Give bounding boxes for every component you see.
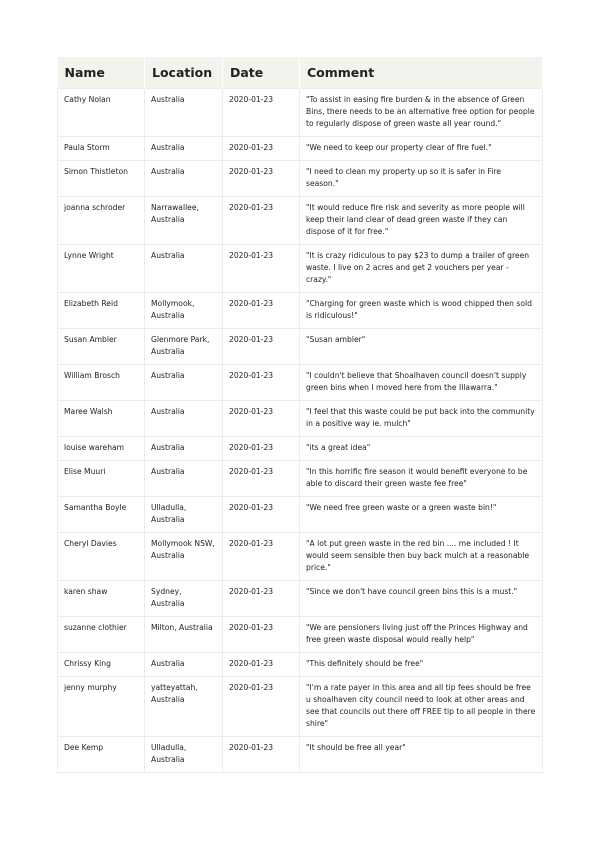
cell-name: William Brosch xyxy=(58,365,145,401)
cell-comment: "I couldn't believe that Shoalhaven council doesn't supply green bins when I moved here from the Illawarra." xyxy=(300,365,543,401)
cell-comment: "I'm a rate payer in this area and all tip fees should be free u shoalhaven city council need to look at other areas and see that councils out there off FREE tip to all people in there shire" xyxy=(300,677,543,737)
table-row xyxy=(58,497,543,533)
cell-name: Dee Kemp xyxy=(58,737,145,773)
table-header xyxy=(58,57,543,89)
cell-location: Milton, Australia xyxy=(145,617,223,653)
cell-name: Lynne Wright xyxy=(58,245,145,293)
cell-comment: "Susan ambler" xyxy=(300,329,543,365)
cell-comment: "It would reduce fire risk and severity as more people will keep their land clear of dead green waste if they can dispose of it for free." xyxy=(300,197,543,245)
table-row xyxy=(58,653,543,677)
cell-date: 2020-01-23 xyxy=(223,653,300,677)
cell-location: Australia xyxy=(145,365,223,401)
cell-date: 2020-01-23 xyxy=(223,245,300,293)
cell-comment: "I feel that this waste could be put back into the community in a positive way ie. mulch" xyxy=(300,401,543,437)
cell-name: Elizabeth Reid xyxy=(58,293,145,329)
table-row xyxy=(58,617,543,653)
cell-location: Mollymook NSW, Australia xyxy=(145,533,223,581)
cell-date: 2020-01-23 xyxy=(223,461,300,497)
table-row xyxy=(58,677,543,737)
cell-location: Mollymook, Australia xyxy=(145,293,223,329)
cell-date: 2020-01-23 xyxy=(223,137,300,161)
table-row xyxy=(58,365,543,401)
column-header-comment: Comment xyxy=(300,57,543,89)
cell-location: Sydney, Australia xyxy=(145,581,223,617)
table-row xyxy=(58,581,543,617)
cell-name: Cheryl Davies xyxy=(58,533,145,581)
cell-location: Ulladulla, Australia xyxy=(145,497,223,533)
cell-comment: "It should be free all year" xyxy=(300,737,543,773)
table-row xyxy=(58,293,543,329)
table-row xyxy=(58,461,543,497)
table-row xyxy=(58,197,543,245)
cell-date: 2020-01-23 xyxy=(223,437,300,461)
cell-location: Australia xyxy=(145,461,223,497)
cell-name: Cathy Nolan xyxy=(58,89,145,137)
table-row xyxy=(58,329,543,365)
cell-comment: "We need to keep our property clear of fire fuel." xyxy=(300,137,543,161)
cell-location: Narrawallee, Australia xyxy=(145,197,223,245)
cell-location: Australia xyxy=(145,401,223,437)
cell-date: 2020-01-23 xyxy=(223,401,300,437)
cell-comment: "Since we don't have council green bins this is a must." xyxy=(300,581,543,617)
cell-name: jenny murphy xyxy=(58,677,145,737)
cell-name: suzanne clothier xyxy=(58,617,145,653)
cell-location: Australia xyxy=(145,437,223,461)
cell-location: yatteyattah, Australia xyxy=(145,677,223,737)
cell-comment: "To assist in easing fire burden & in the absence of Green Bins, there needs to be an alternative free option for people to regularly dispose of green waste all year round." xyxy=(300,89,543,137)
column-header-name: Name xyxy=(58,57,145,89)
table-row xyxy=(58,89,543,137)
table-row xyxy=(58,737,543,773)
cell-name: joanna schroder xyxy=(58,197,145,245)
cell-name: karen shaw xyxy=(58,581,145,617)
cell-date: 2020-01-23 xyxy=(223,197,300,245)
cell-date: 2020-01-23 xyxy=(223,533,300,581)
cell-date: 2020-01-23 xyxy=(223,581,300,617)
cell-location: Australia xyxy=(145,161,223,197)
cell-name: Samantha Boyle xyxy=(58,497,145,533)
cell-comment: "Charging for green waste which is wood chipped then sold is ridiculous!" xyxy=(300,293,543,329)
cell-date: 2020-01-23 xyxy=(223,365,300,401)
table-row xyxy=(58,137,543,161)
signatures-table xyxy=(57,57,543,773)
table-row xyxy=(58,401,543,437)
table-body xyxy=(58,89,543,773)
cell-date: 2020-01-23 xyxy=(223,617,300,653)
cell-name: Elise Muuri xyxy=(58,461,145,497)
cell-name: Simon Thistleton xyxy=(58,161,145,197)
cell-location: Ulladulla, Australia xyxy=(145,737,223,773)
cell-location: Australia xyxy=(145,653,223,677)
cell-comment: "I need to clean my property up so it is safer in Fire season." xyxy=(300,161,543,197)
cell-date: 2020-01-23 xyxy=(223,497,300,533)
cell-date: 2020-01-23 xyxy=(223,89,300,137)
table-row xyxy=(58,437,543,461)
table-row xyxy=(58,245,543,293)
column-header-location: Location xyxy=(145,57,223,89)
table-row xyxy=(58,533,543,581)
column-header-date: Date xyxy=(223,57,300,89)
cell-name: louise wareham xyxy=(58,437,145,461)
cell-date: 2020-01-23 xyxy=(223,737,300,773)
cell-name: Chrissy King xyxy=(58,653,145,677)
cell-name: Susan Ambler xyxy=(58,329,145,365)
cell-comment: "In this horrific fire season it would benefit everyone to be able to discard their green waste fee free" xyxy=(300,461,543,497)
cell-comment: "A lot put green waste in the red bin .... me included ! It would seem sensible then buy back mulch at a reasonable price." xyxy=(300,533,543,581)
cell-name: Maree Walsh xyxy=(58,401,145,437)
cell-comment: "its a great idea" xyxy=(300,437,543,461)
cell-date: 2020-01-23 xyxy=(223,293,300,329)
cell-date: 2020-01-23 xyxy=(223,677,300,737)
cell-location: Australia xyxy=(145,89,223,137)
table-row xyxy=(58,161,543,197)
cell-date: 2020-01-23 xyxy=(223,161,300,197)
cell-location: Australia xyxy=(145,137,223,161)
cell-location: Glenmore Park, Australia xyxy=(145,329,223,365)
cell-name: Paula Storm xyxy=(58,137,145,161)
cell-comment: "We need free green waste or a green waste bin!" xyxy=(300,497,543,533)
cell-location: Australia xyxy=(145,245,223,293)
cell-comment: "It is crazy ridiculous to pay $23 to dump a trailer of green waste. I live on 2 acres and get 2 vouchers per year - crazy." xyxy=(300,245,543,293)
cell-comment: "This definitely should be free" xyxy=(300,653,543,677)
cell-comment: "We are pensioners living just off the Princes Highway and free green waste disposal would really help" xyxy=(300,617,543,653)
cell-date: 2020-01-23 xyxy=(223,329,300,365)
header-row xyxy=(58,57,543,89)
